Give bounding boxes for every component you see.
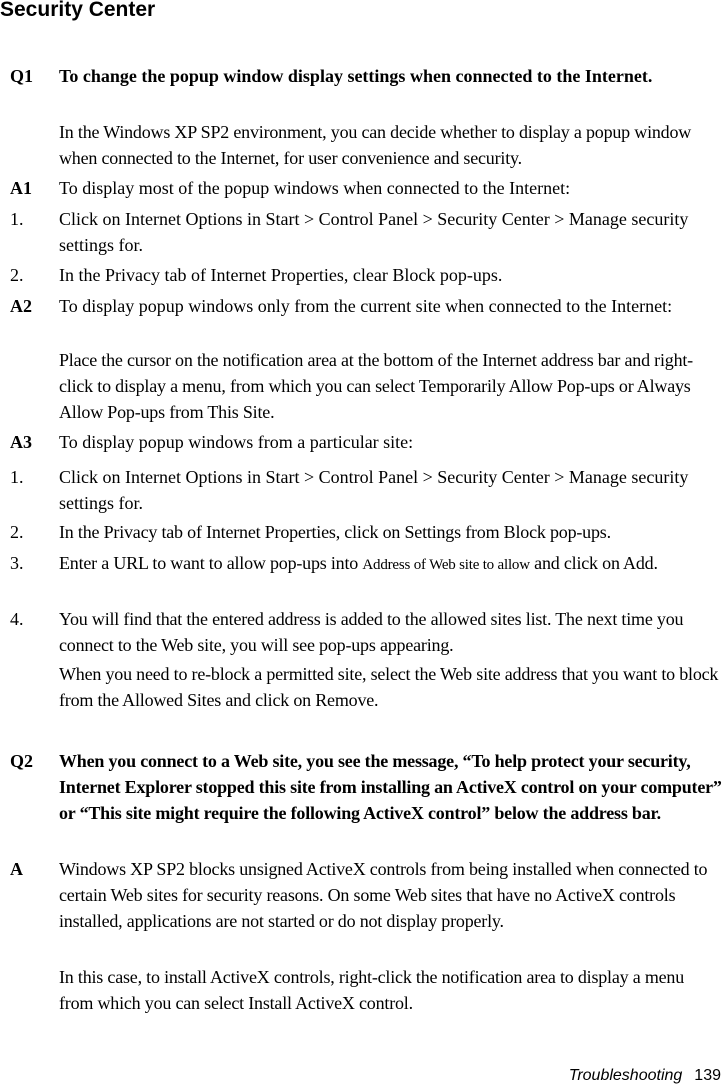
- q2-label: Q2: [10, 751, 34, 771]
- a3-step-4-text: You will find that the entered address is added to the allowed sites list. The next time you connect to the Web site, you will see pop-ups appearing.: [59, 609, 684, 655]
- q2-answer-text: Windows XP SP2 blocks unsigned ActiveX controls from being installed when connected to certain Web sites for security reasons. On some Web sites that have no ActiveX controls installed, applications are not started or do not display properly.: [59, 859, 708, 931]
- a3-step-2-text: In the Privacy tab of Internet Properties, click on Settings from Block pop-ups.: [59, 522, 611, 542]
- a3-step-3-number: 3.: [10, 553, 24, 573]
- a3-step-4-number: 4.: [10, 609, 24, 629]
- a3-step-1-text: Click on Internet Options in Start > Control Panel > Security Center > Manage security settings for.: [59, 467, 689, 513]
- q1-label: Q1: [10, 66, 34, 86]
- a3-step-3-text-before: Enter a URL to want to allow pop-ups into: [59, 553, 363, 573]
- q1-question-text: To change the popup window display settings when connected to the Internet.: [59, 66, 653, 86]
- a3-text: To display popup windows from a particular site:: [59, 432, 414, 452]
- q2-answer-label: A: [10, 859, 23, 879]
- a3-step-2-number: 2.: [10, 522, 24, 542]
- footer-label: Troubleshooting: [568, 1067, 683, 1084]
- a1-step-2-number: 2.: [10, 265, 24, 285]
- a2-text: To display popup windows only from the current site when connected to the Internet:: [59, 296, 673, 316]
- a1-step-2-text: In the Privacy tab of Internet Properties, clear Block pop-ups.: [59, 265, 503, 285]
- page-number: 139: [694, 1067, 721, 1084]
- a1-step-1-text: Click on Internet Options in Start > Control Panel > Security Center > Manage security settings for.: [59, 209, 689, 255]
- a2-label: A2: [10, 296, 32, 316]
- a1-step-1-number: 1.: [10, 209, 24, 229]
- q1-intro-text: In the Windows XP SP2 environment, you can decide whether to display a popup window when connected to the Internet, for user convenience and security.: [59, 122, 692, 168]
- a1-label: A1: [10, 178, 32, 198]
- address-field-name: Address of Web site to allow: [362, 557, 530, 573]
- page-footer: [569, 1066, 721, 1086]
- a2-detail-text: Place the cursor on the notification area at the bottom of the Internet address bar and right-click to display a menu, from which you can select Temporarily Allow Pop-ups or Always Allow Pop-ups from This Site.: [59, 350, 693, 422]
- a1-text: To display most of the popup windows when connected to the Internet:: [59, 178, 571, 198]
- q2-question-text: When you connect to a Web site, you see the message, “To help protect your security, Internet Explorer stopped this site from installing an ActiveX control on your computer” or “This site might require the following ActiveX control” below the address bar.: [59, 751, 722, 823]
- a3-step-3-text: [59, 550, 722, 578]
- a3-label: A3: [10, 432, 32, 452]
- a3-step-3-text-after: and click on Add.: [529, 553, 658, 573]
- a3-step-1-number: 1.: [10, 467, 24, 487]
- section-title: Security Center: [0, 0, 156, 21]
- a3-note-text: When you need to re-block a permitted site, select the Web site address that you want to block from the Allowed Sites and click on Remove.: [59, 664, 719, 710]
- q2-note-text: In this case, to install ActiveX controls, right-click the notification area to display a menu from which you can select Install ActiveX control.: [59, 967, 685, 1013]
